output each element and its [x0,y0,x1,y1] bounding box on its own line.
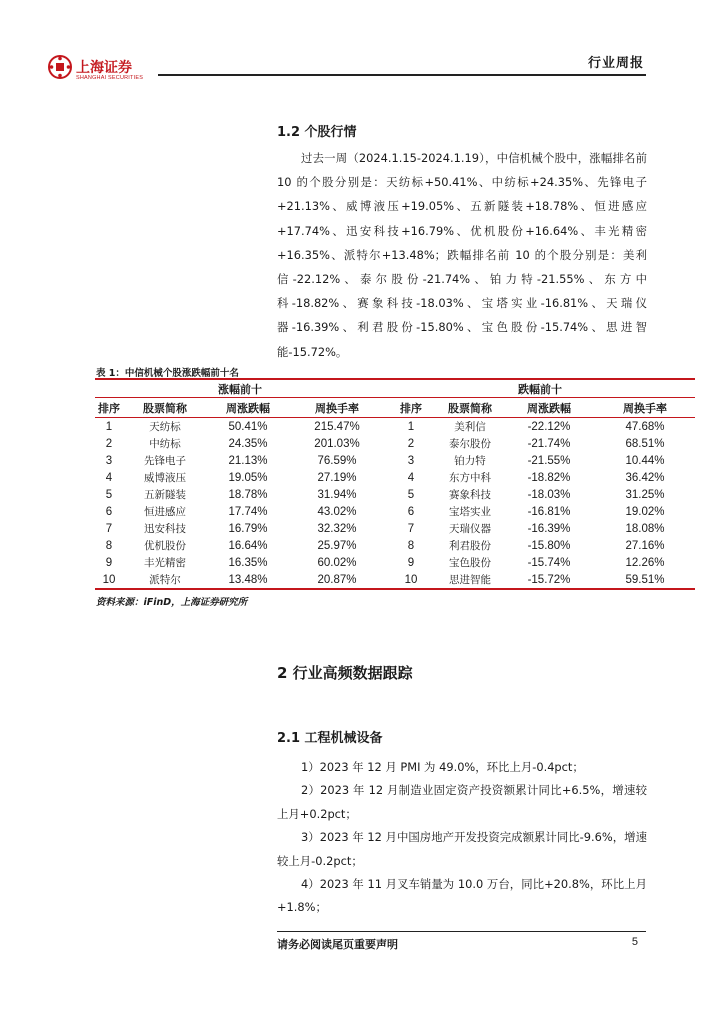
table-cell: 8 [105,539,113,552]
table-cell: 迅安科技 [144,523,186,535]
table-cell: 36.42% [625,471,665,484]
table-cell: 25.97% [317,539,357,552]
table-cell: 丰光精密 [144,557,186,569]
table-cell: 3 [407,454,415,467]
table-cell: 32.32% [317,522,357,535]
table-row [95,435,695,452]
table-cell: -21.74% [527,437,571,450]
table-row [95,486,695,503]
table-cell: 4 [407,471,415,484]
table-cell: 24.35% [228,437,268,450]
table-source: 资料来源：iFinD，上海证券研究所 [96,597,248,608]
table-cell: 泰尔股份 [449,438,491,450]
table-cell: 10 [95,571,123,589]
brand-mark-icon [48,55,72,79]
table-group-header [95,379,695,398]
table-cell: 恒进感应 [144,506,186,518]
disclaimer-note: 请务必阅读尾页重要声明 [277,938,398,951]
table-cell: 7 [105,522,113,535]
group-losers: 跌幅前十 [518,382,562,396]
header-divider [158,74,646,76]
table-cell: 6 [105,505,113,518]
table-cell: 美利信 [437,418,503,436]
table-cell: -16.81% [527,505,571,518]
table-cell: 4 [105,471,113,484]
brand-name: 上海证券 [76,60,132,76]
stock-movers-table [95,378,695,590]
report-type: 行业周报 [587,56,644,71]
section-1-2-body [277,146,647,364]
table-cell: 27.19% [317,471,357,484]
table-cell: 宝塔实业 [449,506,491,518]
table-cell: 16.35% [228,556,268,569]
table-cell: 五新隧装 [144,489,186,501]
brand-name-en: SHANGHAI SECURITIES [76,75,144,81]
section-2-1-title: 2.1 工程机械设备 [277,731,383,746]
table-cell: 8 [407,539,415,552]
table-cell: 东方中科 [449,472,491,484]
table-row [95,503,695,520]
table-cell: 16.64% [228,539,268,552]
table-body [95,418,695,590]
table-cell: 47.68% [595,418,695,436]
table-cell: 铂力特 [454,455,486,467]
list-item: 3）2023 年 12 月中国房地产开发投资完成额累计同比-9.6%，增速较上月-0.2pct； [277,830,647,868]
table-cell: 215.47% [289,418,385,436]
section-2-1-list [277,756,647,920]
table-cell: -15.80% [527,539,571,552]
table-cell: 59.51% [595,571,695,589]
table-cell: 18.78% [228,488,268,501]
col-header: 周涨跌幅 [527,401,571,415]
table-cell: 31.25% [625,488,665,501]
table-cell: 2 [105,437,113,450]
table-cell: -22.12% [503,418,595,436]
table-row [95,520,695,537]
table-cell: 60.02% [317,556,357,569]
table-cell: 9 [105,556,113,569]
table-cell: 利君股份 [449,540,491,552]
table-cell: 31.94% [317,488,357,501]
table-row [95,554,695,571]
table-cell: 76.59% [317,454,357,467]
table-cell: 2 [407,437,415,450]
col-header: 周换手率 [315,401,359,415]
table-cell: 3 [105,454,113,467]
table-cell: 5 [407,488,415,501]
table-cell: 5 [105,488,113,501]
table-cell: -21.55% [527,454,571,467]
table-cell: 201.03% [314,437,360,450]
table-row [95,571,695,589]
list-item: 1）2023 年 12 月 PMI 为 49.0%，环比上月-0.4pct； [301,760,584,774]
footer-divider [277,931,646,932]
col-header: 周换手率 [623,401,667,415]
table-cell: 先锋电子 [144,455,186,467]
paragraph: 过去一周（2024.1.15-2024.1.19），中信机械个股中，涨幅排名前 10 的个股分别是：天纺标+50.41%、中纺标+24.35%、先锋电子+21.13%、威博液压+19.05%、五新隧装+18.78%、恒进感应+17.74%、迅安科技+16.79%、优机股份+16.64%、丰光精密+16.35%、派特尔+13.48%；跌幅排名前 10 的个股分别是：美利信-22.12%、泰尔股份-21.74%、铂力特-21.55%、东方中科-18.82%、赛象科技-18.03%、宝塔实业-16.81%、天瑞仪器-16.39%、利君股份-15.80%、宝色股份-15.74%、思进智能-15.72%。 [277,151,647,359]
table-cell: 18.08% [625,522,665,535]
table-row [95,452,695,469]
table-cell: 天纺标 [123,418,207,436]
table-cell: 19.02% [625,505,665,518]
table-cell: -15.72% [503,571,595,589]
table-cell: 赛象科技 [449,489,491,501]
table-cell: 17.74% [228,505,268,518]
table-cell: 19.05% [228,471,268,484]
table-cell: 威博液压 [144,472,186,484]
table-cell: -18.03% [527,488,571,501]
table-cell: 10 [385,571,437,589]
table-cell: 中纺标 [149,438,181,450]
table-row [95,418,695,436]
table-cell: 27.16% [625,539,665,552]
list-item: 2）2023 年 12 月制造业固定资产投资额累计同比+6.5%，增速较上月+0.2pct； [277,783,647,821]
table-cell: 1 [95,418,123,436]
col-header: 排序 [400,401,422,415]
table-cell: 13.48% [207,571,289,589]
table-cell: 50.41% [207,418,289,436]
table-cell: 20.87% [289,571,385,589]
table-cell: 思进智能 [437,571,503,589]
list-item: 4）2023 年 11 月叉车销量为 10.0 万台，同比+20.8%，环比上月+1.8%； [277,877,647,915]
table-cell: 10.44% [625,454,665,467]
table-caption: 表 1：中信机械个股涨跌幅前十名 [96,368,239,379]
col-header: 股票简称 [448,401,492,415]
table-cell: 9 [407,556,415,569]
col-header: 周涨跌幅 [226,401,270,415]
table-cell: -16.39% [527,522,571,535]
table-cell: 12.26% [625,556,665,569]
col-header: 排序 [98,401,120,415]
table-row [95,537,695,554]
table-cell: -18.82% [527,471,571,484]
table-cell: 优机股份 [144,540,186,552]
table-cell: 16.79% [228,522,268,535]
table-cell: 1 [385,418,437,436]
table-cell: 天瑞仪器 [449,523,491,535]
table-cell: 68.51% [625,437,665,450]
table-row [95,469,695,486]
section-1-2-title: 1.2 个股行情 [277,125,357,140]
table-cell: 7 [407,522,415,535]
col-header: 股票简称 [143,401,187,415]
brand-logo [48,55,158,85]
table-cell: 21.13% [228,454,268,467]
table-column-header [95,398,695,418]
table-cell: 宝色股份 [449,557,491,569]
table-cell: -15.74% [527,556,571,569]
page-number: 5 [631,936,638,948]
group-gainers: 涨幅前十 [218,382,262,396]
table-cell: 43.02% [317,505,357,518]
table-cell: 6 [407,505,415,518]
table-cell: 派特尔 [123,571,207,589]
section-2-title: 2 行业高频数据跟踪 [277,664,413,682]
